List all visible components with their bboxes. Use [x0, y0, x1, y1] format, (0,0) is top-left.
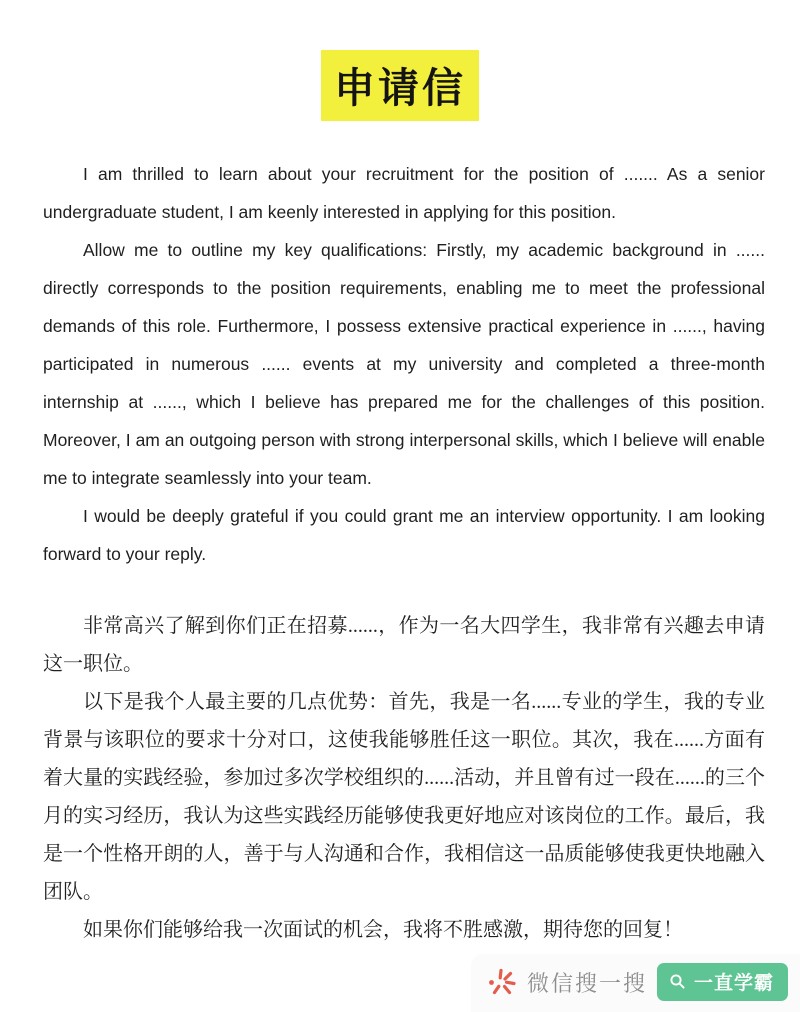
page-title: 申请信 — [321, 50, 479, 121]
english-paragraph: I would be deeply grateful if you could grant me an interview opportunity. I am looking forward to your reply. — [43, 506, 765, 564]
english-section — [43, 155, 765, 573]
english-paragraph: I am thrilled to learn about your recruitment for the position of ....... As a senior undergraduate student, I am keenly interested in applying for this position. — [43, 164, 765, 222]
title-row — [0, 0, 800, 121]
watermark-badge-label: 一直学霸 — [693, 973, 774, 994]
watermark — [471, 954, 800, 1012]
watermark-brand-text: 微信搜一搜 — [526, 970, 647, 996]
english-paragraph: Allow me to outline my key qualifications: Firstly, my academic background in ...... directly corresponds to the position requirements, enabling me to meet the professional demands of this role. Furthermore, I possess extensive practical experience in ......, having participated in numerous ...... events at my university and completed a three-month internship at ......, which I believe has prepared me for the challenges of this position. Moreover, I am an outgoing person with strong interpersonal skills, which I believe will enable me to integrate seamlessly into your team. — [43, 240, 765, 488]
chinese-section — [43, 607, 765, 949]
chinese-paragraph: 非常高兴了解到你们正在招募......，作为一名大四学生，我非常有兴趣去申请这一职位。 — [43, 615, 765, 675]
chinese-paragraph: 如果你们能够给我一次面试的机会，我将不胜感激，期待您的回复！ — [83, 919, 683, 941]
wechat-search-spark-icon — [487, 967, 517, 997]
search-icon — [669, 973, 686, 990]
search-badge — [657, 963, 788, 1001]
chinese-paragraph: 以下是我个人最主要的几点优势：首先，我是一名......专业的学生，我的专业背景与该职位的要求十分对口，这使我能够胜任这一职位。其次，我在......方面有着大量的实践经验，参加过多次学校组织的......活动，并且曾有过一段在......的三个月的实习经历，我认为这些实践经历能够使我更好地应对该岗位的工作。最后，我是一个性格开朗的人，善于与人沟通和合作，我相信这一品质能够使我更快地融入团队。 — [43, 691, 765, 903]
